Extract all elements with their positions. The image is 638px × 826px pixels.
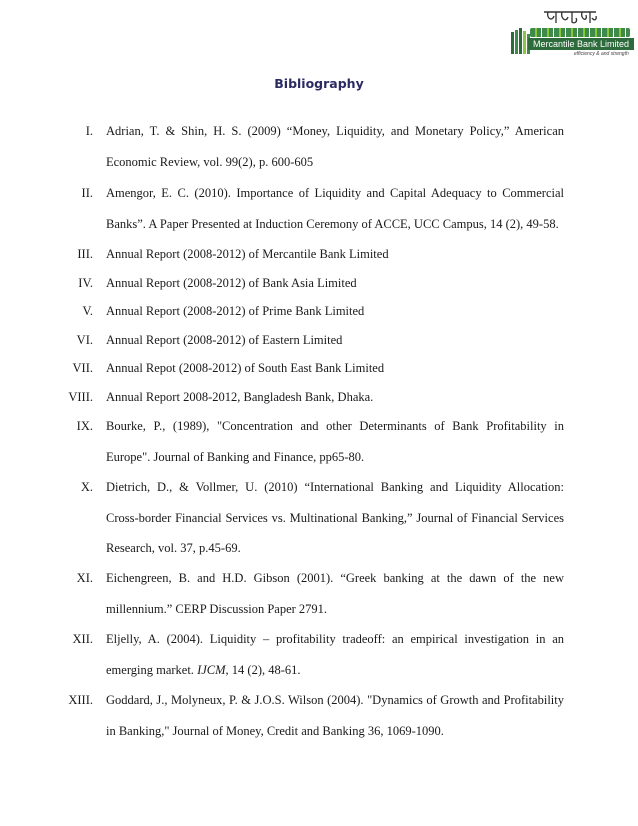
page-title: Bibliography	[274, 76, 364, 91]
entry-number: IX.	[76, 419, 93, 433]
entry-line-part: , 14 (2), 48-61.	[225, 662, 301, 677]
entry-line: Annual Repot (2008-2012) of South East Bank Limited	[106, 361, 385, 375]
entry-line: Annual Report (2008-2012) of Eastern Limited	[106, 333, 343, 347]
entry-text	[106, 411, 564, 472]
bank-tagline: efficiency & and strength	[574, 51, 629, 57]
entry-line: Research, vol. 37, p.45-69.	[106, 541, 241, 555]
entry-line: in Banking," Journal of Money, Credit and Banking 36, 1069-1090.	[106, 723, 444, 738]
entry-number: X.	[80, 480, 93, 494]
entry-text	[106, 382, 564, 413]
entry-number: V.	[82, 304, 93, 318]
entry-line: Dietrich, D., & Vollmer, U. (2010) “International Banking and Liquidity Allocation:	[106, 480, 564, 494]
entry-number: VII.	[72, 361, 93, 375]
entry-line: Annual Report (2008-2012) of Prime Bank Limited	[106, 304, 365, 318]
entry-line	[106, 655, 564, 686]
entry-line: Europe". Journal of Banking and Finance, pp65-80.	[106, 449, 365, 464]
entry-text	[106, 268, 564, 299]
entry-text	[106, 353, 564, 384]
bangla-bank-name-band	[530, 28, 630, 37]
entry-line: Banks”. A Paper Presented at Induction Ceremony of ACCE, UCC Campus, 14 (2), 49-58.	[106, 216, 559, 231]
entry-number: I.	[85, 124, 93, 138]
entry-line: Eljelly, A. (2004). Liquidity – profitability tradeoff: an empirical investigation in an	[106, 632, 564, 646]
entry-line: Annual Report 2008-2012, Bangladesh Bank, Dhaka.	[106, 390, 374, 404]
entry-text	[106, 472, 564, 564]
entry-number: XII.	[72, 632, 93, 646]
entry-line: millennium.” CERP Discussion Paper 2791.	[106, 601, 328, 616]
mercantile-bank-logo	[506, 6, 634, 64]
entry-line: Economic Review, vol. 99(2), p. 600-605	[106, 154, 314, 169]
bangla-script-logo-icon	[542, 8, 598, 26]
bank-name-label: Mercantile Bank Limited	[528, 38, 634, 50]
entry-text	[106, 116, 564, 177]
entry-number: III.	[77, 247, 93, 261]
entry-number: XI.	[76, 571, 93, 585]
entry-number: XIII.	[68, 693, 93, 707]
entry-line: Goddard, J., Molyneux, P. & J.O.S. Wilson (2004). "Dynamics of Growth and Profitability	[106, 693, 564, 707]
entry-line: Cross-border Financial Services vs. Multinational Banking,” Journal of Financial Services	[106, 510, 564, 525]
entry-line: Annual Report (2008-2012) of Mercantile Bank Limited	[106, 247, 389, 261]
entry-text	[106, 239, 564, 270]
entry-text	[106, 563, 564, 624]
entry-line: Eichengreen, B. and H.D. Gibson (2001). “Greek banking at the dawn of the new	[106, 571, 564, 585]
entry-line-part: emerging market.	[106, 662, 198, 677]
entry-number: VI.	[76, 333, 93, 347]
entry-number: II.	[81, 186, 93, 200]
entry-text	[106, 178, 564, 239]
entry-text	[106, 624, 564, 685]
entry-line: Bourke, P., (1989), "Concentration and other Determinants of Bank Profitability in	[106, 419, 564, 433]
entry-text	[106, 325, 564, 356]
entry-text	[106, 296, 564, 327]
entry-line: Annual Report (2008-2012) of Bank Asia Limited	[106, 276, 357, 290]
entry-number: VIII.	[68, 390, 93, 404]
entry-number: IV.	[78, 276, 93, 290]
bank-building-icon	[510, 28, 530, 54]
entry-text	[106, 685, 564, 746]
entry-line: Amengor, E. C. (2010). Importance of Liquidity and Capital Adequacy to Commercial	[106, 186, 564, 200]
entry-line: Adrian, T. & Shin, H. S. (2009) “Money, Liquidity, and Monetary Policy,” American	[106, 124, 564, 138]
journal-name-italic: IJCM	[197, 662, 226, 677]
